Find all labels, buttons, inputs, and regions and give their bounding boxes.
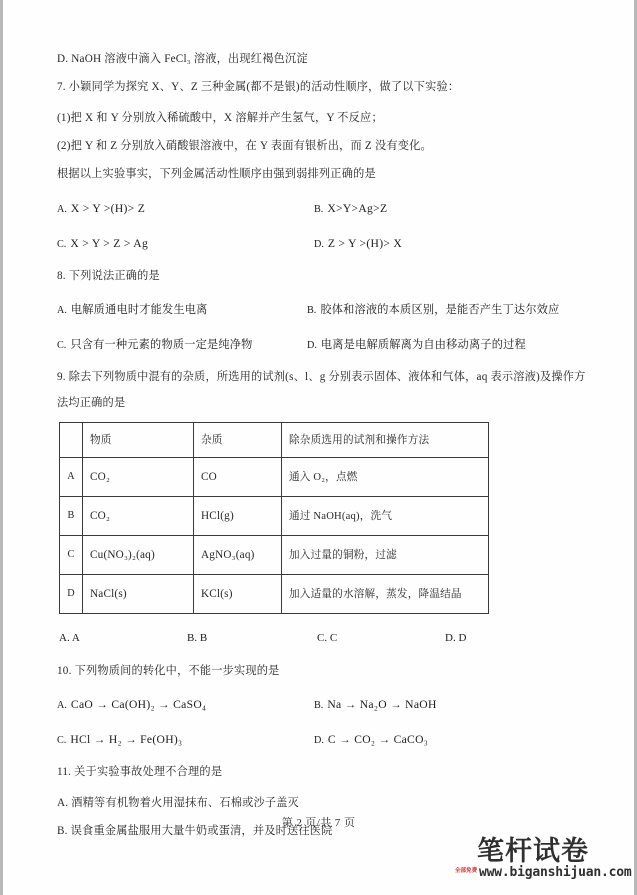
- row-impurity-d: KCl(s): [194, 574, 282, 613]
- table-row: [60, 574, 489, 613]
- table-header-row: [60, 422, 489, 457]
- q10-option-c[interactable]: [57, 730, 182, 748]
- row-method-c: 加入过量的铜粉，过滤: [282, 535, 489, 574]
- table-header-method: 除杂质选用的试剂和操作方法: [282, 422, 489, 457]
- q8-option-b[interactable]: [307, 300, 559, 318]
- q10-stem: 10. 下列物质间的转化中，不能一步实现的是: [57, 664, 280, 677]
- q9-answer-c[interactable]: C. C: [317, 631, 338, 644]
- q7-experiment-2: (2)把 Y 和 Z 分别放入硝酸银溶液中，在 Y 表面有银析出，而 Z 没有变化。: [57, 140, 432, 153]
- table-header-substance: 物质: [83, 422, 194, 457]
- q7-option-b-label: B.: [314, 203, 324, 215]
- q7-option-b-text: X>Y>Ag>Z: [327, 201, 388, 215]
- watermark-free-tag: 全部免费: [455, 868, 478, 874]
- q7-option-row-1: [57, 199, 594, 215]
- q8-option-d[interactable]: [307, 335, 526, 353]
- watermark-brand: 笔杆试卷: [477, 836, 589, 867]
- row-key-a: A: [60, 457, 83, 496]
- q8-stem: 8. 下列说法正确的是: [57, 269, 160, 282]
- q8-option-c-label: C.: [57, 339, 67, 351]
- row-key-b: B: [60, 496, 83, 535]
- table-row: [60, 535, 489, 574]
- q7-option-row-2: [57, 234, 594, 250]
- row-key-c: C: [60, 535, 83, 574]
- q8-option-d-label: D.: [307, 339, 317, 351]
- q11-option-a-label: A.: [57, 797, 69, 810]
- q10-option-d-label: D.: [314, 734, 324, 746]
- q10-option-b-text: Na → Na₂O → NaOH: [327, 697, 437, 711]
- q7-option-c-label: C.: [57, 238, 67, 250]
- q8-option-a-label: A.: [57, 304, 67, 316]
- q10-option-b-label: B.: [314, 699, 324, 711]
- q10-option-d-text: C → CO₂ → CaCO₃: [327, 732, 429, 746]
- q10-option-c-text: HCl → H₂ → Fe(OH)₃: [70, 732, 183, 746]
- table-header-impurity: 杂质: [194, 422, 282, 457]
- q11-option-b-label: B.: [57, 825, 68, 838]
- row-substance-a: CO₂: [83, 457, 194, 496]
- q10-option-b[interactable]: [314, 695, 437, 713]
- q9-answer-row: [57, 632, 594, 648]
- page-footer: 第 2 页/共 7 页: [281, 817, 356, 829]
- row-substance-d: NaCl(s): [83, 574, 194, 613]
- q9-stem-line-1: 9. 除去下列物质中混有的杂质，所选用的试剂(s、l、g 分别表示固体、液体和气体，aq 表示溶液)及操作方: [57, 370, 586, 383]
- q9-stem-line-2: 法均正确的是: [57, 396, 126, 409]
- row-method-d: 加入适量的水溶解，蒸发，降温结晶: [282, 574, 489, 613]
- q8-option-b-label: B.: [307, 304, 317, 316]
- q7-option-a-label: A.: [57, 203, 67, 215]
- q9-answer-d[interactable]: D. D: [445, 631, 467, 644]
- q8-option-row-1: [57, 300, 594, 316]
- q9-answer-b[interactable]: B. B: [187, 631, 208, 644]
- row-method-b: 通过 NaOH(aq)，洗气: [282, 496, 489, 535]
- q7-option-b[interactable]: [314, 199, 387, 217]
- table-header-key: [60, 422, 83, 457]
- q10-option-a-text: CaO → Ca(OH)₂ → CaSO₄: [70, 697, 207, 711]
- watermark: [455, 838, 635, 882]
- q8-option-a[interactable]: [57, 300, 208, 318]
- q10-option-row-2: [57, 730, 594, 746]
- q11-stem: 11. 关于实验事故处理不合理的是: [57, 765, 223, 778]
- row-method-a: 通入 O₂，点燃: [282, 457, 489, 496]
- q7-option-c[interactable]: [57, 234, 148, 252]
- q8-option-b-text: 胶体和溶液的本质区别，是能否产生丁达尔效应: [320, 303, 560, 316]
- q8-option-row-2: [57, 335, 594, 351]
- q11-option-b-text: 误食重金属盐服用大量牛奶或蛋清，并及时送往医院: [70, 825, 333, 838]
- q10-option-row-1: [57, 695, 594, 711]
- q8-option-a-text: 电解质通电时才能发生电离: [70, 303, 208, 316]
- row-impurity-b: HCl(g): [194, 496, 282, 535]
- row-substance-c: Cu(NO₃)₂(aq): [83, 535, 194, 574]
- q7-experiment-1: (1)把 X 和 Y 分别放入稀硫酸中，X 溶解并产生氢气，Y 不反应；: [57, 112, 383, 125]
- q11-option-a[interactable]: [57, 796, 594, 811]
- q7-option-d-label: D.: [314, 238, 324, 250]
- q11-option-a-text: 酒精等有机物着火用湿抹布、石棉或沙子盖灭: [71, 797, 300, 810]
- q10-option-d[interactable]: [314, 730, 428, 748]
- row-impurity-c: AgNO₃(aq): [194, 535, 282, 574]
- q7-option-a[interactable]: [57, 199, 145, 217]
- q7-question: 根据以上实验事实，下列金属活动性顺序由强到弱排列正确的是: [57, 168, 376, 181]
- watermark-url-row: [455, 866, 635, 882]
- table-row: [60, 496, 489, 535]
- q7-option-d[interactable]: [314, 234, 402, 252]
- q8-option-d-text: 电离是电解质解离为自由移动离子的过程: [320, 338, 526, 351]
- watermark-url: www.biganshijuan.com: [479, 865, 632, 880]
- table-row: [60, 457, 489, 496]
- q10-option-a[interactable]: [57, 695, 206, 713]
- q9-impurity-removal-table: [59, 422, 489, 614]
- q6-option-d: D. NaOH 溶液中滴入 FeCl₃ 溶液，出现红褐色沉淀: [57, 53, 308, 65]
- q10-option-a-label: A.: [57, 699, 67, 711]
- q7-option-a-text: X > Y >(H)> Z: [70, 201, 146, 215]
- row-substance-b: CO₂: [83, 496, 194, 535]
- row-impurity-a: CO: [194, 457, 282, 496]
- q10-option-c-label: C.: [57, 734, 67, 746]
- q7-option-c-text: X > Y > Z > Ag: [70, 236, 149, 250]
- row-key-d: D: [60, 574, 83, 613]
- page-content: [57, 52, 594, 852]
- q9-answer-a[interactable]: A. A: [59, 631, 80, 644]
- q8-option-c-text: 只含有一种元素的物质一定是纯净物: [70, 338, 253, 351]
- q8-option-c[interactable]: [57, 335, 253, 353]
- q7-option-d-text: Z > Y >(H)> X: [327, 236, 403, 250]
- q7-stem: 7. 小颖同学为探究 X、Y、Z 三种金属(都不是银)的活动性顺序，做了以下实验：: [57, 81, 460, 94]
